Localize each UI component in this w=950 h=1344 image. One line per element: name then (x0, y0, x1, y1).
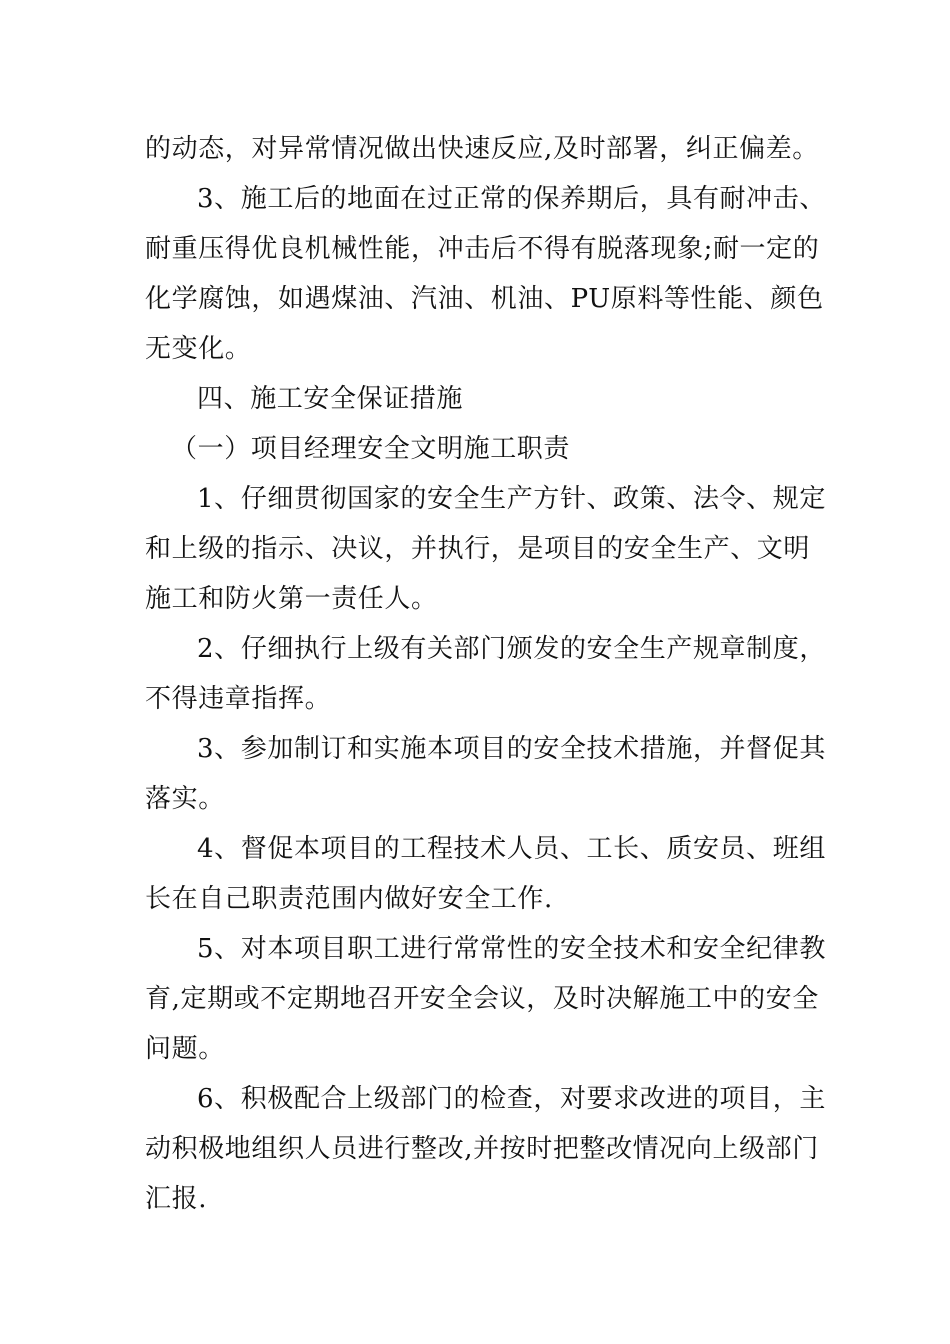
text-line: 和上级的指示、决议，并执行，是项目的安全生产、文明 (145, 534, 811, 564)
text-line: 耐重压得优良机械性能，冲击后不得有脱落现象;耐一定的 (145, 234, 820, 264)
text-line: 化学腐蚀，如遇煤油、汽油、机油、PU原料等性能、颜色 (145, 284, 824, 314)
text-line: 3、施工后的地面在过正常的保养期后，具有耐冲击、 (197, 184, 826, 214)
text-line: 2、仔细执行上级有关部门颁发的安全生产规章制度， (197, 634, 826, 664)
text-line: 落实。 (145, 784, 225, 814)
text-line: 育,定期或不定期地召开安全会议，及时决解施工中的安全 (145, 984, 819, 1014)
text-line: 施工和防火第一责任人。 (145, 584, 438, 614)
text-line: 无变化。 (145, 334, 252, 364)
subsection-heading: （一）项目经理安全文明施工职责 (171, 434, 571, 464)
text-line: 不得违章指挥。 (145, 684, 332, 714)
section-heading: 四、施工安全保证措施 (197, 384, 464, 414)
text-line: 4、督促本项目的工程技术人员、工长、质安员、班组 (197, 834, 826, 864)
text-line: 1、仔细贯彻国家的安全生产方针、政策、法令、规定 (197, 484, 826, 514)
text-line: 问题。 (145, 1034, 225, 1064)
text-line: 的动态，对异常情况做出快速反应,及时部署，纠正偏差。 (145, 134, 819, 164)
text-line: 汇报. (145, 1184, 208, 1214)
text-line: 长在自己职责范围内做好安全工作. (145, 884, 553, 914)
text-line: 6、积极配合上级部门的检查，对要求改进的项目，主 (197, 1084, 826, 1114)
text-line: 动积极地组织人员进行整改,并按时把整改情况向上级部门 (145, 1134, 819, 1164)
text-line: 5、对本项目职工进行常常性的安全技术和安全纪律教 (197, 934, 826, 964)
text-line: 3、参加制订和实施本项目的安全技术措施，并督促其 (197, 734, 826, 764)
